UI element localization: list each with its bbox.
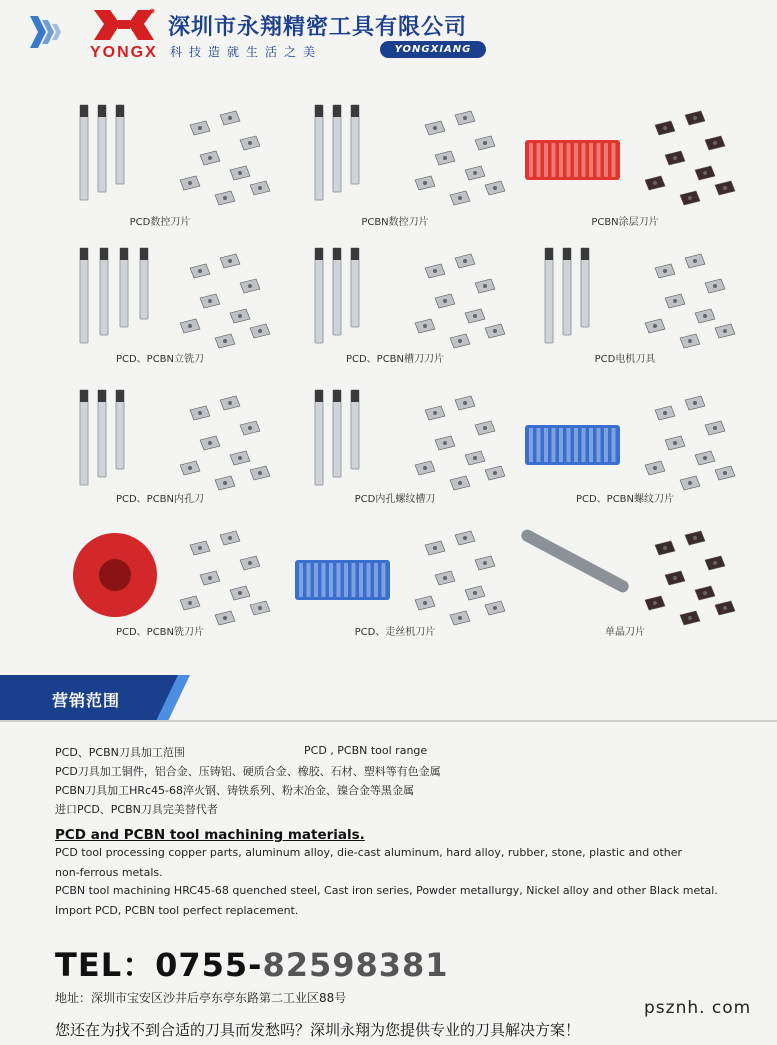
thread-groove-tool-icon — [275, 380, 515, 500]
logo-text: YONGX — [90, 44, 158, 61]
product-label: PCD内孔螺纹槽刀 — [354, 494, 436, 505]
product-label: PCD、PCBN槽刀刀片 — [345, 354, 445, 365]
tel-prefix: TEL：0755- — [55, 946, 263, 984]
en-line: PCBN tool machining HRC45-68 quenched steel, Cast iron series, Powder metallurgy, Nickel alloy and other Black metal. — [55, 884, 718, 897]
tagline: 您还在为找不到合适的刀具而发愁吗？深圳永翔为您提供专业的刀具解决方案！ — [55, 1021, 581, 1039]
product-item — [40, 515, 280, 665]
website-watermark: psznh. com — [644, 998, 752, 1018]
wire-machine-insert-icon — [275, 515, 515, 635]
product-item — [275, 380, 515, 530]
chevron-logo-icon — [28, 12, 68, 52]
en-line: Import PCD, PCBN tool perfect replacement. — [55, 904, 299, 917]
product-item — [275, 238, 515, 388]
divider — [0, 720, 777, 722]
cn-line: PCD、PCBN刀具加工范围 — [55, 746, 185, 759]
product-label: PCD电机刀具 — [594, 354, 656, 365]
telephone — [55, 940, 449, 986]
product-item — [40, 238, 280, 388]
en-line: non-ferrous metals. — [55, 866, 163, 879]
en-line: PCD tool processing copper parts, aluminum alloy, die-cast aluminum, hard alloy, rubber, stone, plastic and other — [55, 846, 683, 859]
en-heading: PCD and PCBN tool machining materials. — [55, 827, 365, 843]
thread-insert-icon — [505, 380, 745, 500]
product-item — [505, 380, 745, 530]
en-range-text: PCD , PCBN tool range — [304, 744, 428, 757]
product-item — [505, 95, 745, 245]
tel-number: 82598381 — [262, 946, 449, 984]
product-item — [40, 95, 280, 245]
pcbn-coated-insert-icon — [505, 95, 745, 215]
product-item — [505, 515, 745, 665]
single-crystal-insert-icon — [505, 515, 745, 635]
product-label: PCBN数控刀片 — [361, 217, 429, 228]
motor-tool-icon — [505, 238, 745, 358]
slogan: 科技造就生活之美 — [170, 45, 323, 59]
brand-badge: YONGXIANG — [380, 41, 486, 58]
product-label: PCD数控刀片 — [129, 217, 191, 228]
product-label: PCBN涂层刀片 — [591, 217, 659, 228]
product-label: PCD、PCBN螺纹刀片 — [575, 494, 675, 505]
cn-line: PCBN刀具加工HRc45-68淬火钢、铸铁系列、粉末冶金、镍合金等黑金属 — [55, 784, 415, 797]
groove-insert-icon — [275, 238, 515, 358]
product-item — [275, 515, 515, 665]
boring-tool-icon — [40, 380, 280, 500]
cn-line: 进口PCD、PCBN刀具完美替代者 — [55, 803, 218, 816]
product-item — [40, 380, 280, 530]
product-label: PCD、PCBN内孔刀 — [115, 494, 205, 505]
product-label: PCD、PCBN立铣刀 — [115, 354, 205, 365]
product-label: PCD、PCBN铣刀片 — [115, 627, 205, 638]
address: 地址：深圳市宝安区沙井后亭东亭东路第二工业区88号 — [55, 991, 347, 1005]
company-name: 深圳市永翔精密工具有限公司 — [168, 15, 468, 40]
pcd-cnc-insert-icon — [40, 95, 280, 215]
yongx-logo-icon — [92, 8, 156, 42]
product-item — [505, 238, 745, 388]
section-title: 营销范围 — [52, 691, 121, 710]
end-mill-icon — [40, 238, 280, 358]
pcbn-cnc-insert-icon — [275, 95, 515, 215]
product-item — [275, 95, 515, 245]
product-label: PCD、走丝机刀片 — [354, 627, 436, 638]
cn-line: PCD刀具加工铜件，铝合金、压铸铝、硬质合金、橡胶、石材、塑料等有色金属 — [55, 765, 441, 778]
product-label: 单晶刀片 — [605, 627, 645, 638]
milling-insert-icon — [40, 515, 280, 635]
